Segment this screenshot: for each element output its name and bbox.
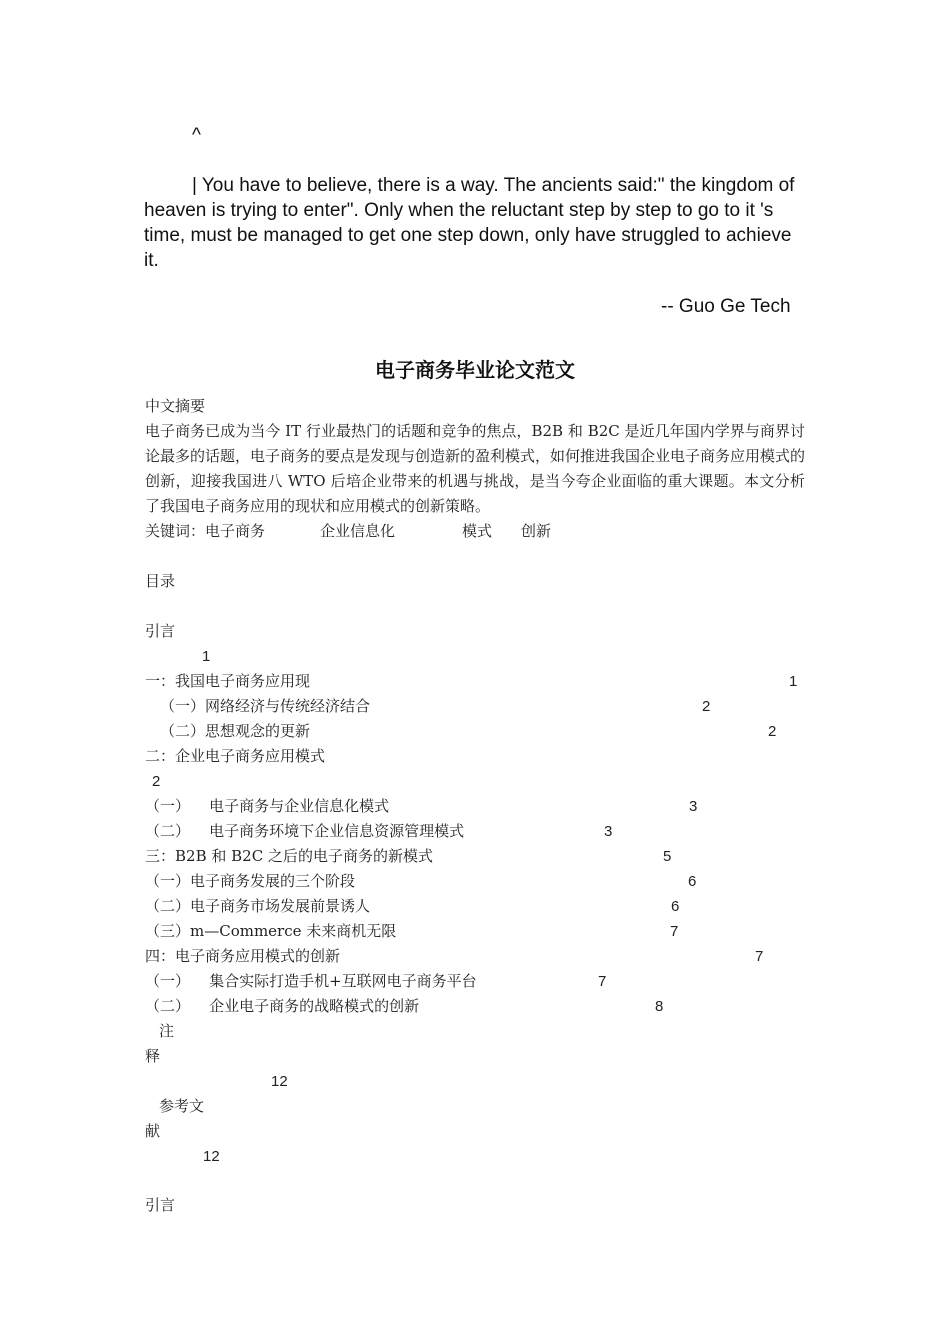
toc-heading: 目录 bbox=[145, 572, 176, 590]
toc-label-ch3-1[interactable]: （一）电子商务发展的三个阶段 bbox=[145, 872, 356, 890]
caret-mark: ^ bbox=[192, 125, 201, 146]
toc-label-intro[interactable]: 引言 bbox=[145, 622, 176, 640]
toc-page-ch2-1: 3 bbox=[689, 798, 698, 815]
abstract-heading: 中文摘要 bbox=[145, 397, 206, 415]
toc-page-ch2-2: 3 bbox=[604, 823, 613, 840]
keyword-3: 创新 bbox=[521, 522, 552, 540]
toc-label-ch3[interactable]: 三：B2B 和 B2C 之后的电子商务的新模式 bbox=[145, 847, 433, 865]
toc-label-ch1-1[interactable]: （一）网络经济与传统经济结合 bbox=[160, 697, 371, 715]
toc-label-ch1[interactable]: 一：我国电子商务应用现 bbox=[145, 672, 311, 690]
document-title: 电子商务毕业论文范文 bbox=[375, 358, 575, 382]
toc-label-notes-a[interactable]: 注 bbox=[159, 1022, 175, 1040]
keywords-label: 关键词：电子商务 bbox=[145, 522, 266, 540]
toc-page-ch2: 2 bbox=[152, 773, 161, 790]
toc-label-ch2-1[interactable]: （一） 电子商务与企业信息化模式 bbox=[145, 797, 390, 815]
toc-page-references: 12 bbox=[203, 1148, 220, 1165]
toc-label-notes-b[interactable]: 释 bbox=[145, 1047, 161, 1065]
toc-page-ch4-1: 7 bbox=[598, 973, 607, 990]
toc-page-ch1-1: 2 bbox=[702, 698, 711, 715]
toc-page-ch1: 1 bbox=[789, 673, 798, 690]
toc-label-ch2[interactable]: 二：企业电子商务应用模式 bbox=[145, 747, 326, 765]
toc-label-ch4-2[interactable]: （二） 企业电子商务的战略模式的创新 bbox=[145, 997, 420, 1015]
toc-page-ch3-3: 7 bbox=[670, 923, 679, 940]
toc-label-ch4-1[interactable]: （一） 集合实际打造手机+互联网电子商务平台 bbox=[145, 972, 477, 990]
toc-page-ch3-2: 6 bbox=[671, 898, 680, 915]
toc-label-ch4[interactable]: 四：电子商务应用模式的创新 bbox=[145, 947, 341, 965]
quote-attribution: -- Guo Ge Tech bbox=[661, 296, 791, 317]
toc-page-ch3: 5 bbox=[663, 848, 672, 865]
section-heading-intro: 引言 bbox=[145, 1196, 176, 1214]
toc-page-intro: 1 bbox=[202, 648, 211, 665]
toc-page-notes: 12 bbox=[271, 1073, 288, 1090]
keyword-1: 企业信息化 bbox=[320, 522, 396, 540]
keyword-2: 模式 bbox=[462, 522, 493, 540]
quote-text: | You have to believe, there is a way. The ancients said:" the kingdom of heaven is trying to enter". Only when the reluctant step by step to go to it 's time, must be managed to get one step down, only have struggled to achieve it. bbox=[144, 175, 795, 271]
toc-label-ch3-3[interactable]: （三）m—Commerce 未来商机无限 bbox=[145, 922, 397, 940]
toc-page-ch4-2: 8 bbox=[655, 998, 664, 1015]
toc-page-ch4: 7 bbox=[755, 948, 764, 965]
quote-block bbox=[144, 173, 809, 273]
keywords-line bbox=[145, 519, 565, 544]
abstract-body bbox=[145, 419, 805, 519]
toc-label-ch3-2[interactable]: （二）电子商务市场发展前景诱人 bbox=[145, 897, 371, 915]
toc-page-ch1-2: 2 bbox=[768, 723, 777, 740]
toc-label-ch2-2[interactable]: （二） 电子商务环境下企业信息资源管理模式 bbox=[145, 822, 465, 840]
toc-label-ch1-2[interactable]: （二）思想观念的更新 bbox=[160, 722, 311, 740]
toc-label-references-b[interactable]: 献 bbox=[145, 1122, 161, 1140]
toc-label-references-a[interactable]: 参考文 bbox=[159, 1097, 205, 1115]
abstract-paragraph: 电子商务已成为当今 IT 行业最热门的话题和竞争的焦点，B2B 和 B2C 是近几年国内学界与商界讨论最多的话题，电子商务的要点是发现与创造新的盈利模式，如何推进我国企业电子商务应用模式的创新，迎接我国进八 WTO 后培企业带来的机遇与挑战，是当今夸企业面临的重大课题。本文分析了我国电子商务应用的现状和应用模式的创新策略。 bbox=[145, 422, 806, 515]
toc-page-ch3-1: 6 bbox=[688, 873, 697, 890]
